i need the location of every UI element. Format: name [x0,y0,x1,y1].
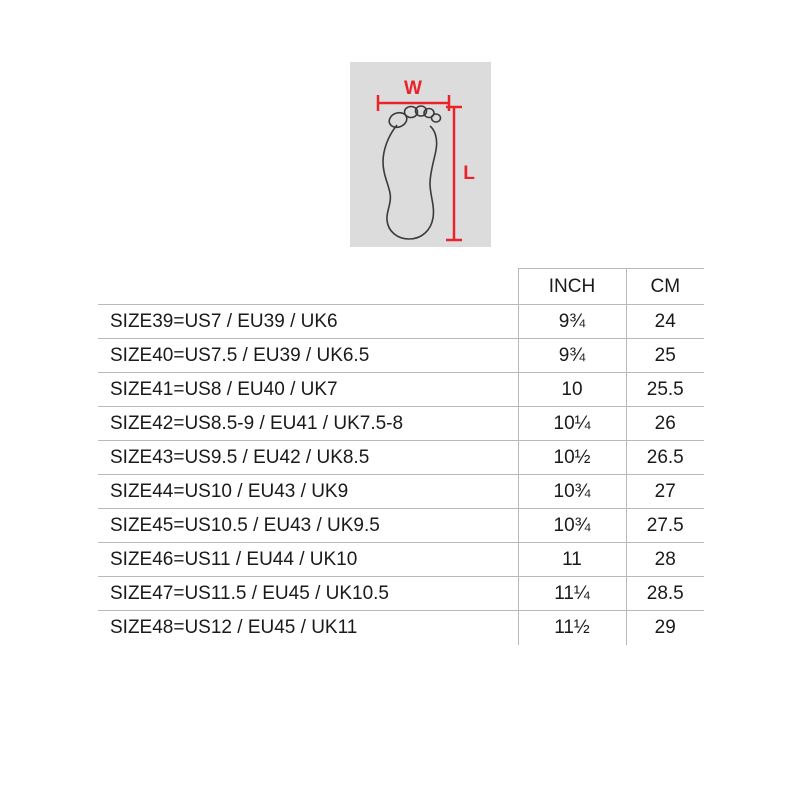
cell-cm: 25 [626,339,704,373]
cell-cm: 29 [626,611,704,645]
cell-cm: 25.5 [626,373,704,407]
table-row [98,407,704,441]
cell-cm: 26 [626,407,704,441]
cell-inch: 11 [518,543,626,577]
cell-inch: 10¼ [518,407,626,441]
cell-cm: 27 [626,475,704,509]
cell-cm: 28 [626,543,704,577]
cell-inch: 9¾ [518,339,626,373]
cell-inch: 11½ [518,611,626,645]
cell-inch: 10 [518,373,626,407]
table-row [98,509,704,543]
header-size [98,269,518,305]
cell-cm: 27.5 [626,509,704,543]
cell-inch: 9¾ [518,305,626,339]
cell-size-description: SIZE40=US7.5 / EU39 / UK6.5 [98,339,518,373]
cell-size-description: SIZE47=US11.5 / EU45 / UK10.5 [98,577,518,611]
cell-size-description: SIZE45=US10.5 / EU43 / UK9.5 [98,509,518,543]
size-table-head [98,269,704,305]
table-row [98,373,704,407]
cell-cm: 26.5 [626,441,704,475]
cell-inch: 11¼ [518,577,626,611]
cell-inch: 10¾ [518,475,626,509]
foot-measurement-diagram [350,62,491,247]
table-row [98,543,704,577]
cell-cm: 28.5 [626,577,704,611]
table-row [98,305,704,339]
cell-cm: 24 [626,305,704,339]
table-row [98,611,704,645]
cell-size-description: SIZE48=US12 / EU45 / UK11 [98,611,518,645]
table-row [98,339,704,373]
table-header-row [98,269,704,305]
size-table-body [98,305,704,645]
cell-size-description: SIZE43=US9.5 / EU42 / UK8.5 [98,441,518,475]
cell-inch: 10¾ [518,509,626,543]
cell-size-description: SIZE39=US7 / EU39 / UK6 [98,305,518,339]
header-inch: INCH [518,269,626,305]
cell-size-description: SIZE42=US8.5-9 / EU41 / UK7.5-8 [98,407,518,441]
size-table-wrapper [98,268,704,645]
table-row [98,441,704,475]
size-table [98,268,704,645]
foot-diagram-svg [350,62,491,247]
table-row [98,577,704,611]
cell-size-description: SIZE44=US10 / EU43 / UK9 [98,475,518,509]
header-cm: CM [626,269,704,305]
cell-size-description: SIZE46=US11 / EU44 / UK10 [98,543,518,577]
width-label: W [404,78,422,99]
cell-inch: 10½ [518,441,626,475]
cell-size-description: SIZE41=US8 / EU40 / UK7 [98,373,518,407]
table-row [98,475,704,509]
length-label: L [463,163,475,184]
